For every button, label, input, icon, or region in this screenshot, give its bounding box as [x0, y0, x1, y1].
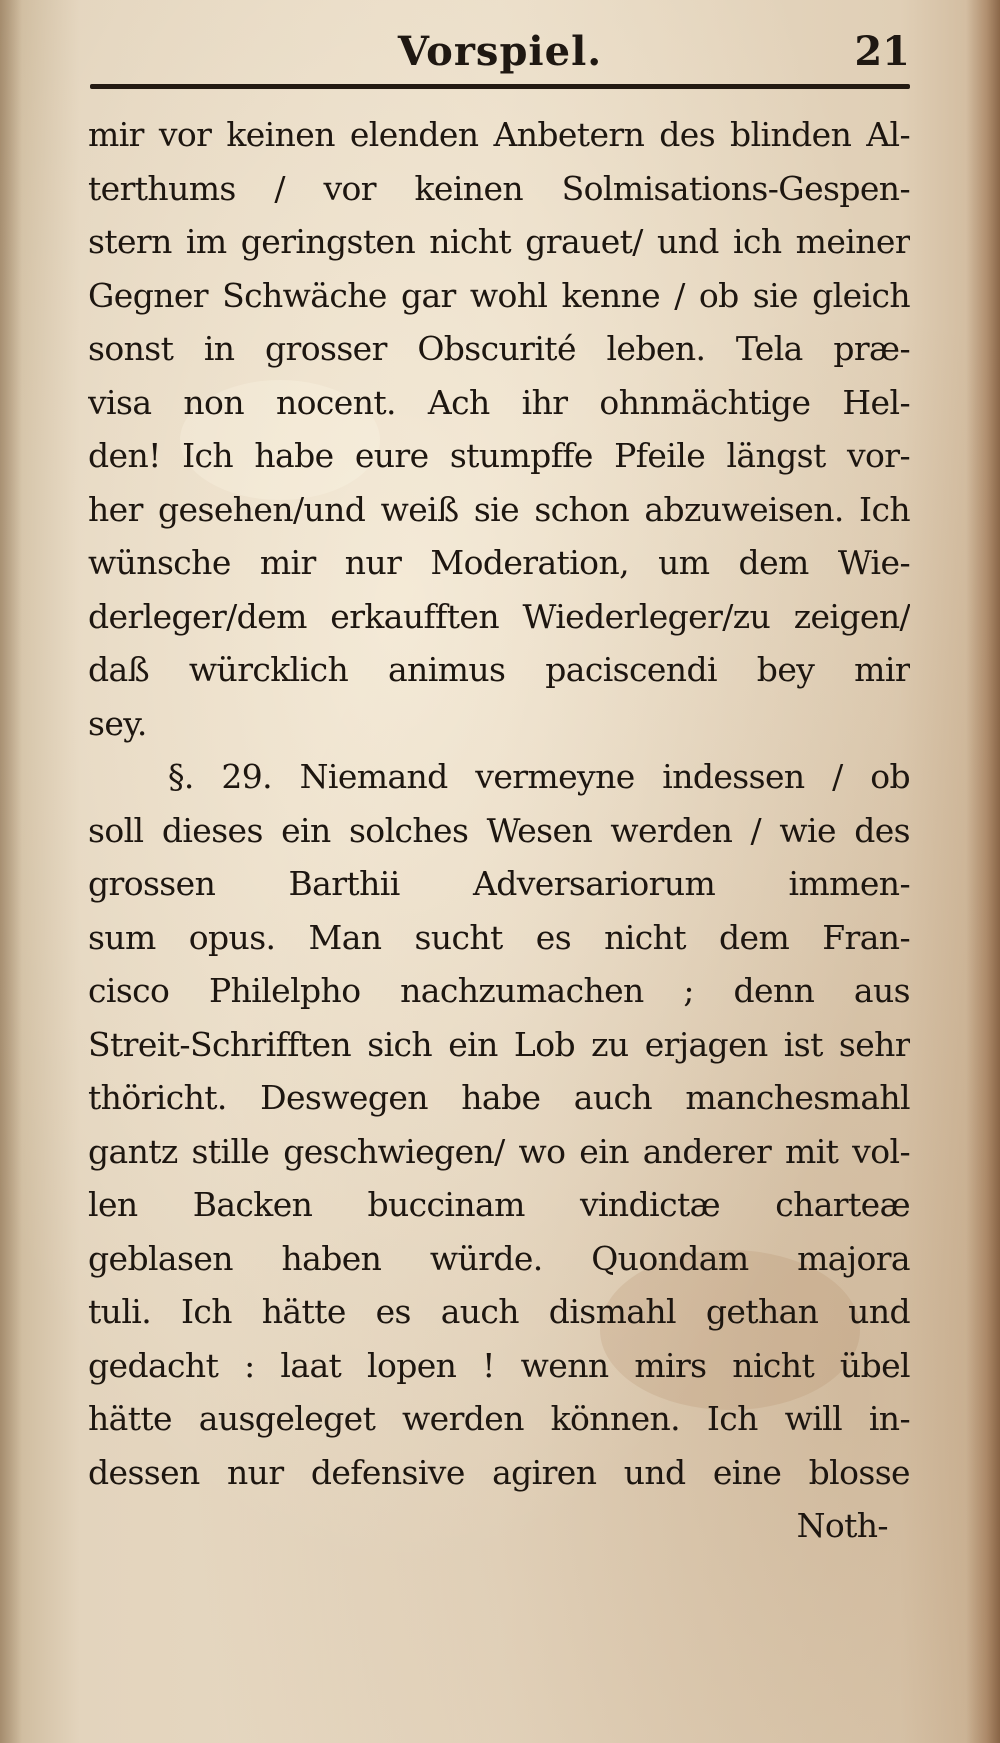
text-line: len Backen buccinam vindictæ charteæ	[88, 1185, 910, 1224]
header-rule	[90, 84, 910, 89]
text-line: derleger/dem erkaufften Wiederleger/zu zeigen/	[88, 596, 910, 636]
text-line: terthums / vor keinen Solmisations-Gespen-	[88, 168, 910, 208]
text-line: dessen nur defensive agiren und eine blosse	[88, 1452, 910, 1492]
text-line: stern im geringsten nicht grauet/ und ich meiner	[88, 222, 910, 261]
text-line: wünsche mir nur Moderation, um dem Wie-	[88, 543, 910, 582]
page-edge-shadow	[966, 0, 1000, 1743]
text-line: thöricht. Deswegen habe auch manchesmahl	[88, 1078, 910, 1117]
text-line: grossen Barthii Adversariorum immen-	[88, 864, 910, 903]
text-line: geblasen haben würde. Quondam majora	[88, 1238, 910, 1278]
text-line: Gegner Schwäche gar wohl kenne / ob sie gleich	[88, 275, 910, 315]
page-header	[90, 28, 910, 88]
text-line: visa non nocent. Ach ihr ohnmächtige Hel-	[88, 382, 910, 422]
text-line: tuli. Ich hätte es auch dismahl gethan und	[88, 1292, 910, 1331]
text-line: her gesehen/und weiß sie schon abzuweisen. Ich	[88, 489, 910, 529]
text-line: cisco Philelpho nachzumachen ; denn aus	[88, 971, 910, 1010]
paragraph-start: §. 29. Niemand vermeyne indessen / ob	[168, 757, 910, 796]
text-line: sey.	[88, 703, 147, 743]
text-line: hätte ausgeleget werden können. Ich will in-	[88, 1399, 910, 1438]
text-line: sonst in grosser Obscurité leben. Tela præ-	[88, 329, 910, 368]
text-line: mir vor keinen elenden Anbetern des blinden Al-	[88, 115, 910, 154]
text-line: gantz stille geschwiegen/ wo ein anderer mit vol-	[88, 1131, 910, 1171]
body-text	[88, 108, 910, 1553]
page-number: 21	[854, 28, 910, 75]
running-title: Vorspiel.	[397, 28, 603, 75]
text-line: Streit-Schrifften sich ein Lob zu erjagen ist sehr	[88, 1024, 910, 1064]
text-line: soll dieses ein solches Wesen werden / wie des	[88, 810, 910, 850]
text-line: gedacht : laat lopen ! wenn mirs nicht übel	[88, 1345, 910, 1385]
page-gutter-shadow	[0, 0, 22, 1743]
text-line: den! Ich habe eure stumpffe Pfeile längst vor-	[88, 436, 910, 475]
text-line: sum opus. Man sucht es nicht dem Fran-	[88, 917, 910, 957]
text-line: daß würcklich animus paciscendi bey mir	[88, 650, 910, 689]
catchword: Noth-	[796, 1506, 888, 1545]
